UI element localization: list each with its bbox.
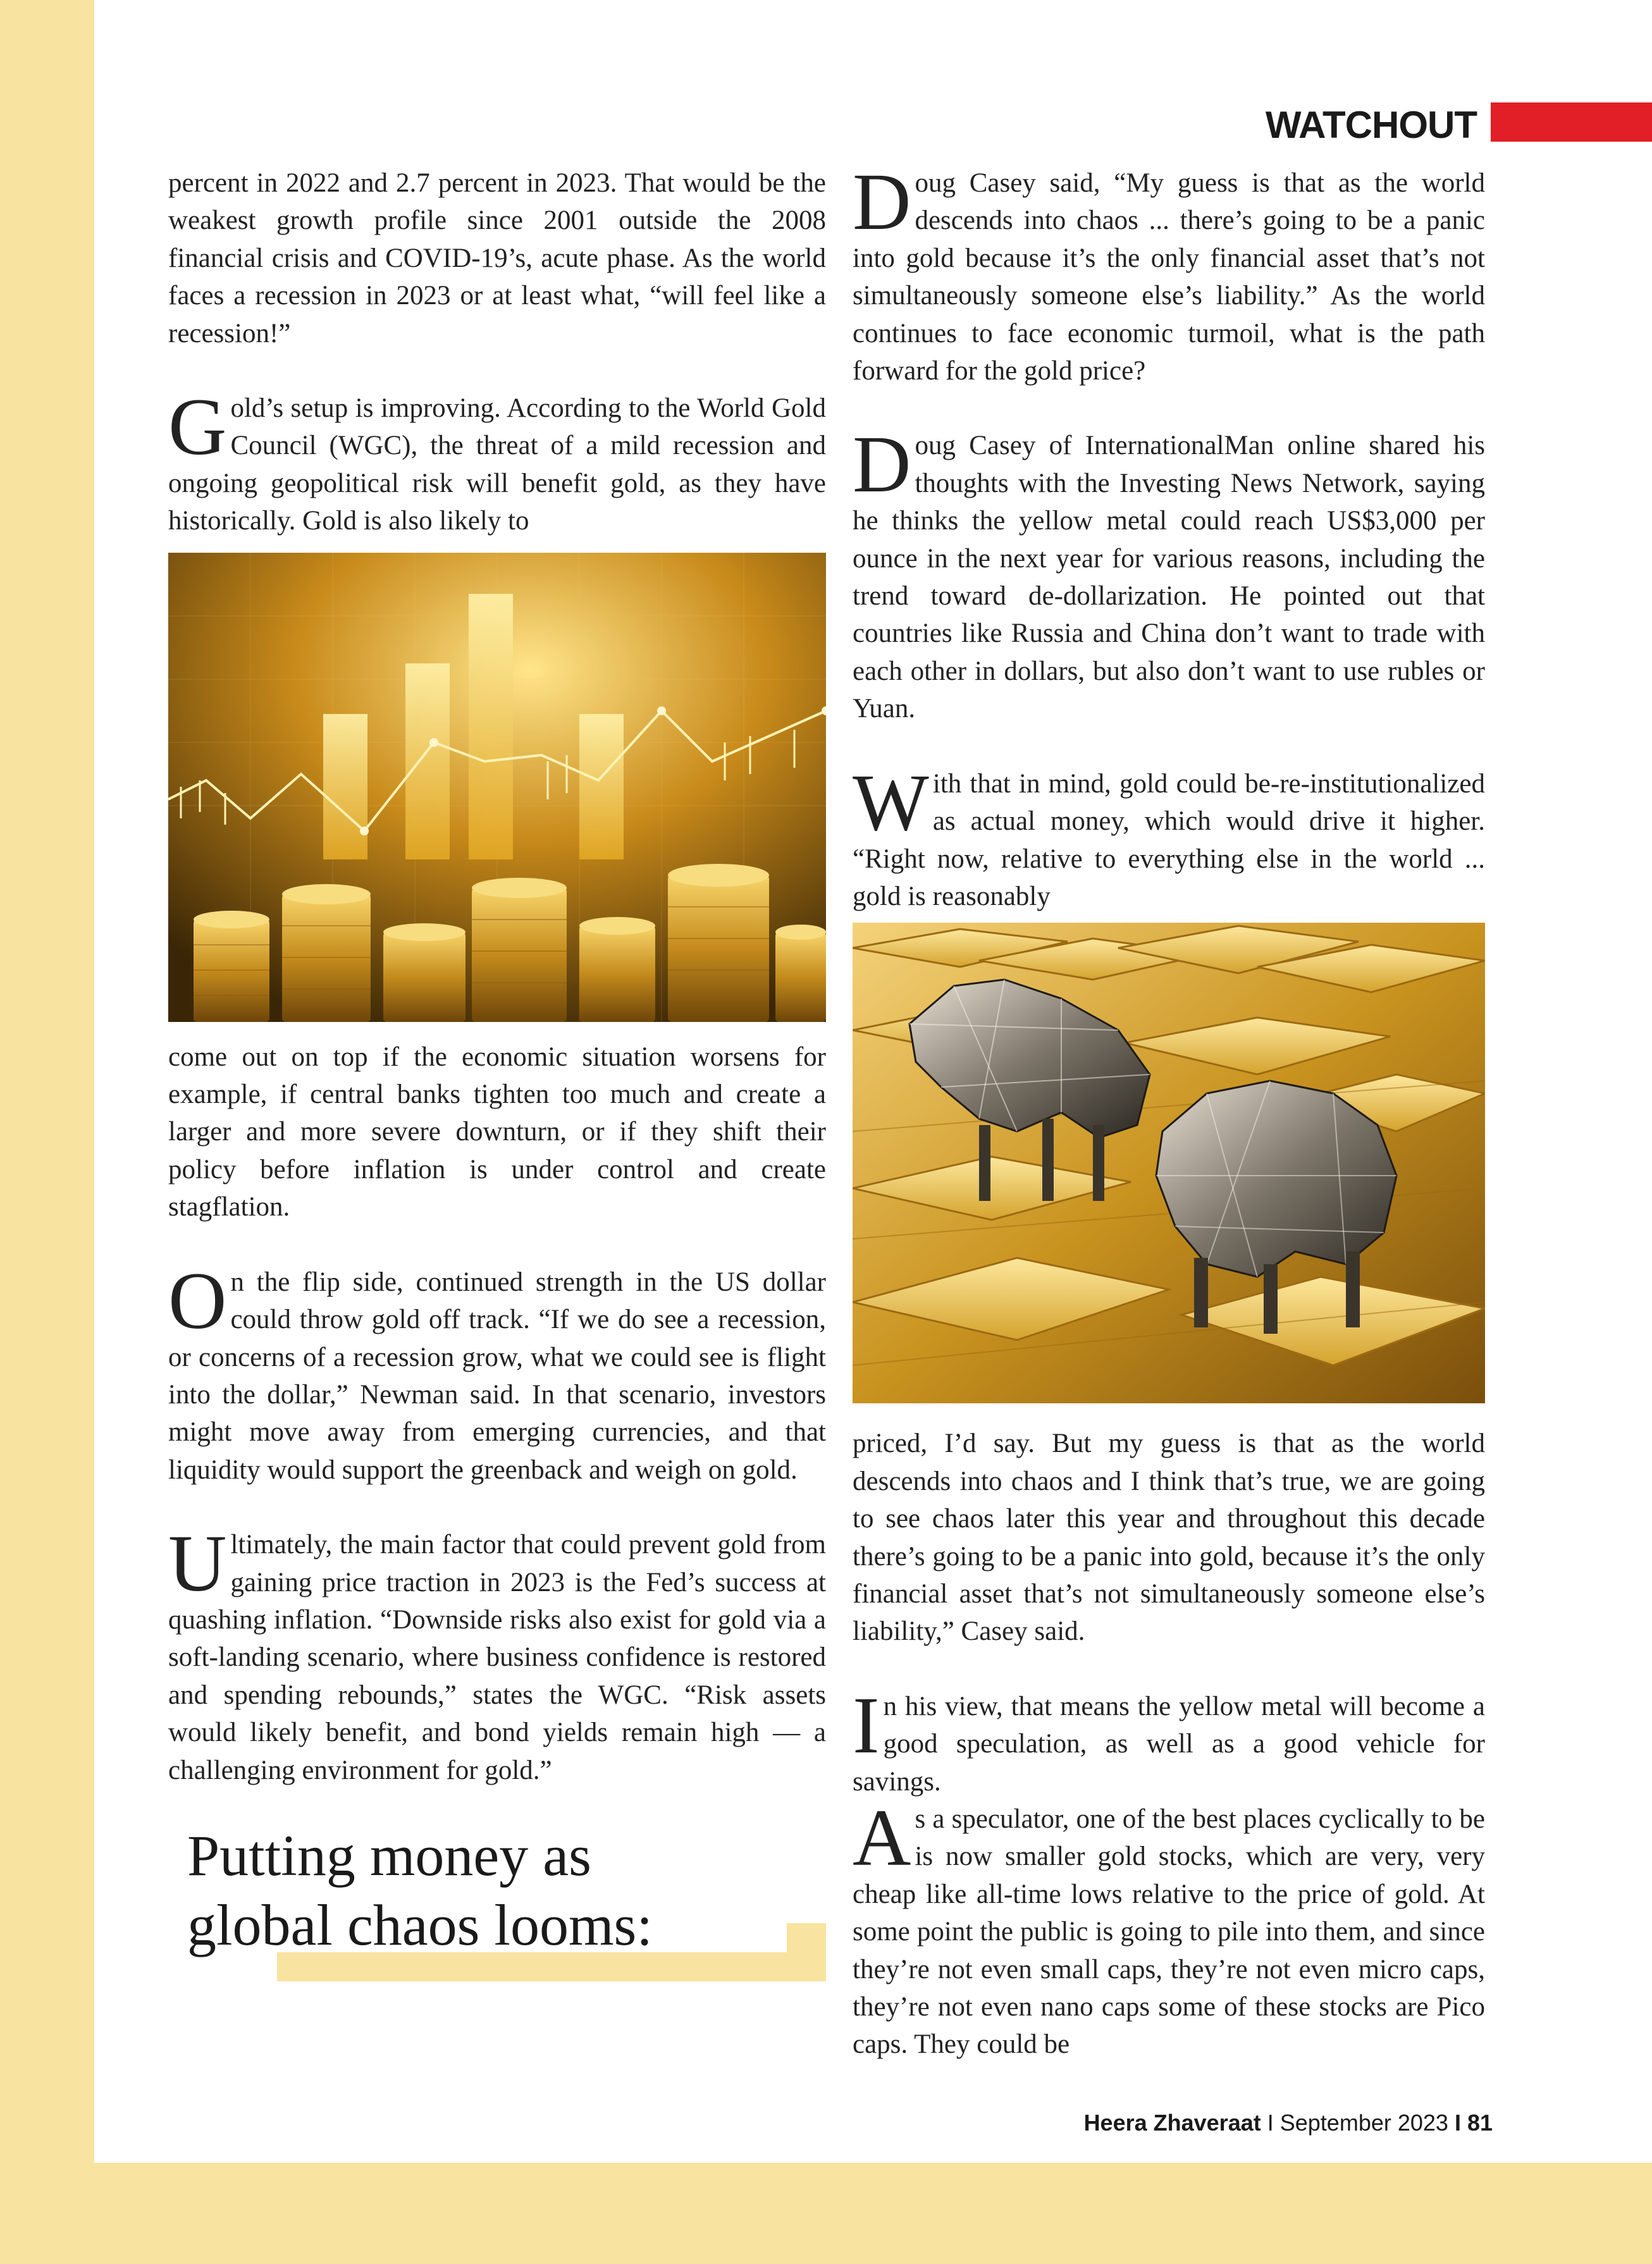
paragraph-text: old’s setup is improving. According to the World Gold Council (WGC), the threat of a mild recession and ongoing geopolitical risk will benefit gold, as they have historically. Gold is also likely to — [168, 393, 826, 536]
gold-chart-coins-photo — [168, 553, 826, 1022]
subheading-line-2: global chaos looms: — [187, 1892, 653, 1957]
drop-cap: U — [168, 1518, 227, 1609]
left-column — [168, 164, 826, 2029]
drop-cap: I — [853, 1680, 880, 1770]
paragraph-text: oug Casey of InternationalMan online shared his thoughts with the Investing News Network, saying he thinks the yellow metal could reach US$3,000 per ounce in the next year for various reasons, including the trend toward de-dollarization. He pointed out that countries like Russia and China don’t want to trade with each other in dollars, but also don’t want to use rubles or Yuan. — [853, 431, 1485, 724]
paragraph-text: ltimately, the main factor that could prevent gold from gaining price traction in 2023 is the Fed’s success at quashing inflation. “Downside risks also exist for gold via a soft-landing scenario, where business confidence is restored and spending rebounds,” states the WGC. “Risk assets would likely benefit, and bond yields remain high — a challenging environment for gold.” — [168, 1530, 826, 1785]
paragraph-with-that-in-mind — [853, 757, 1485, 916]
paragraph-gold-setup — [168, 382, 826, 540]
paragraph-speculator — [853, 1792, 1485, 2064]
drop-cap: O — [168, 1255, 227, 1346]
gold-bars-bull-bear-photo — [853, 923, 1485, 1403]
drop-cap: D — [853, 419, 911, 510]
subheading — [187, 1821, 653, 1960]
paragraph-text: n the flip side, continued strength in the US dollar could throw gold off track. “If we do see a recession, or concerns of a recession grow, what we could see is flight into the dollar,” Newman said. In that scenario, investors might move away from emerging currencies, and that liquidity would support the greenback and weigh on gold. — [168, 1267, 826, 1485]
section-label: WATCHOUT — [1265, 104, 1477, 146]
paragraph-intro: percent in 2022 and 2.7 percent in 2023. That would be the weakest growth profile since 2001 outside the 2008 financial crisis and COVID-19’s, acute phase. As the world faces a recession in 2023 or at least what, “will feel like a recession!” — [168, 168, 826, 348]
paragraph-flip-side — [168, 1255, 826, 1489]
paragraph-with-that-in-mind-continued: priced, I’d say. But my guess is that as the world descends into chaos and I think that’s true, we are going to see chaos later this year and throughout this decade there’s going to be a panic into gold, because it’s the only financial asset that’s not simultaneously someone else’s liability,” Casey said. — [853, 1429, 1485, 1647]
section-accent-bar — [1491, 102, 1652, 142]
paragraph-text: s a speculator, one of the best places cyclically to be is now smaller gold stocks, which are very, very cheap like all-time lows relative to the price of gold. At some point the public is going to pile into them, and since they’re not even small caps, they’re not even micro caps, they’re not even nano caps some of these stocks are Pico caps. They could be — [853, 1804, 1485, 2060]
paragraph-casey-quote — [853, 157, 1485, 390]
footer-separator: I — [1448, 2110, 1467, 2136]
footer-separator: I — [1261, 2110, 1280, 2136]
drop-cap: D — [853, 157, 911, 247]
paragraph-text: oug Casey said, “My guess is that as the world descends into chaos ... there’s going to be a panic into gold because it’s the only financial asset that’s not simultaneously someone else’s liability.” As the world continues to face economic turmoil, what is the path forward for the gold price? — [853, 168, 1485, 386]
left-decorative-band — [0, 0, 94, 2264]
paragraph-casey-forecast — [853, 419, 1485, 727]
subheading-line-1: Putting money as — [187, 1823, 591, 1888]
drop-cap: A — [853, 1792, 911, 1883]
paragraph-ultimately — [168, 1518, 826, 1789]
magazine-name: Heera Zhaveraat — [1083, 2110, 1261, 2136]
paragraph-text: ith that in mind, gold could be-re-institutionalized as actual money, which would drive it higher. “Right now, relative to everything else in the world ... gold is reasonably — [853, 768, 1485, 911]
drop-cap: W — [853, 757, 929, 847]
page-number: 81 — [1467, 2110, 1493, 2136]
subheading-block — [168, 1814, 826, 2029]
paragraph-text: n his view, that means the yellow metal will become a good speculation, as well as a good vehicle for savings. — [853, 1691, 1485, 1797]
page-footer — [949, 2110, 1493, 2136]
paragraph-in-his-view — [853, 1680, 1485, 1800]
paragraph-gold-setup-continued: come out on top if the economic situation worsens for example, if central banks tighten too much and create a larger and more severe downturn, or if they shift their policy before inflation is under control and create stagflation. — [168, 1042, 826, 1222]
right-column — [853, 157, 1485, 2064]
issue-date: September 2023 — [1279, 2110, 1448, 2136]
drop-cap: G — [168, 382, 227, 472]
bottom-decorative-band — [0, 2163, 1652, 2264]
